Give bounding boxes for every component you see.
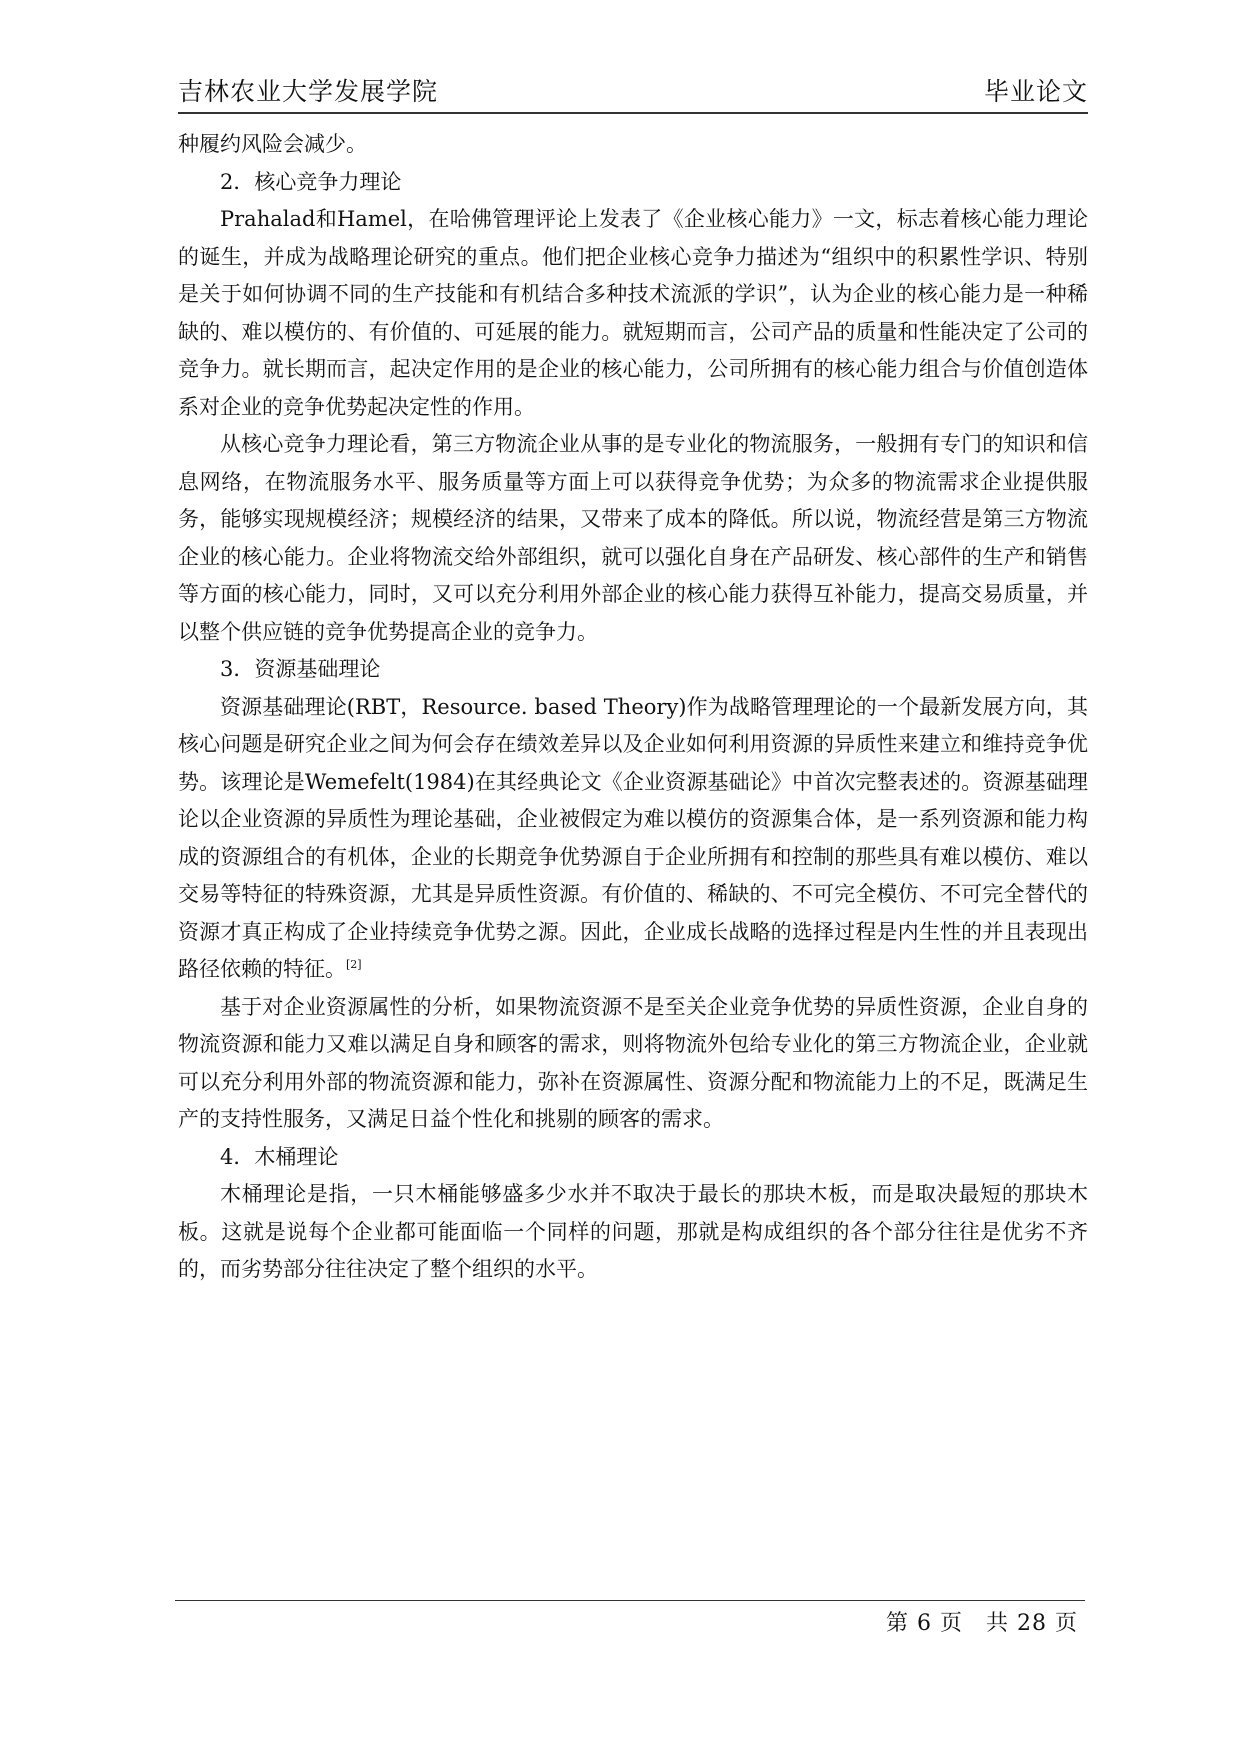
school-name: 吉林农业大学发展学院	[178, 77, 439, 106]
page-number: 第 6 页 共 28 页	[886, 1611, 1078, 1636]
paragraph-3: 从核心竞争力理论看，第三方物流企业从事的是专业化的物流服务，一般拥有专门的知识和信息网络，在物流服务水平、服务质量等方面上可以获得竞争优势；为众多的物流需求企业提供服务，能够实现规模经济；规模经济的结果，又带来了成本的降低。所以说，物流经营是第三方物流企业的核心能力。企业将物流交给外部组织，就可以强化自身在产品研发、核心部件的生产和销售等方面的核心能力，同时，又可以充分利用外部企业的核心能力获得互补能力，提高交易质量，并以整个供应链的竞争优势提高企业的竞争力。	[178, 432, 1088, 644]
paragraph-1: 种履约风险会减少。	[178, 132, 367, 156]
paragraph-6: 木桶理论是指，一只木桶能够盛多少水并不取决于最长的那块木板，而是取决最短的那块木板。这就是说每个企业都可能面临一个同样的问题，那就是构成组织的各个部分往往是优劣不齐的，而劣势部分往往决定了整个组织的水平。	[178, 1182, 1088, 1281]
citation-ref: [2]	[346, 958, 362, 971]
footer-divider	[175, 1600, 1085, 1601]
paragraph-2: Prahalad和Hamel，在哈佛管理评论上发表了《企业核心能力》一文，标志着核心能力理论的诞生，并成为战略理论研究的重点。他们把企业核心竞争力描述为“组织中的积累性学识、特别是关于如何协调不同的生产技能和有机结合多种技术流派的学识”，认为企业的核心能力是一种稀缺的、难以模仿的、有价值的、可延展的能力。就短期而言，公司产品的质量和性能决定了公司的竞争力。就长期而言，起决定作用的是企业的核心能力，公司所拥有的核心能力组合与价值创造体系对企业的竞争优势起决定性的作用。	[178, 207, 1088, 419]
section-heading-2: 2．核心竞争力理论	[220, 169, 402, 194]
section-heading-3: 3．资源基础理论	[220, 657, 381, 681]
paragraph-4	[178, 689, 1088, 989]
page-header	[178, 66, 1088, 114]
document-type: 毕业论文	[983, 77, 1088, 106]
section-heading-4: 4．木桶理论	[220, 1144, 339, 1169]
paragraph-4-text: 资源基础理论(RBT，Resource. based Theory)作为战略管理理论的一个最新发展方向，其核心问题是研究企业之间为何会存在绩效差异以及企业如何利用资源的异质性来建立和维持竞争优势。该理论是Wemefelt(1984)在其经典论文《企业资源基础论》中首次完整表述的。资源基础理论以企业资源的异质性为理论基础，企业被假定为难以模仿的资源集合体，是一系列资源和能力构成的资源组合的有机体，企业的长期竞争优势源自于企业所拥有和控制的那些具有难以模仿、难以交易等特征的特殊资源，尤其是异质性资源。有价值的、稀缺的、不可完全模仿、不可完全替代的资源才真正构成了企业持续竞争优势之源。因此，企业成长战略的选择过程是内生性的并且表现出路径依赖的特征。	[178, 694, 1088, 981]
body-text	[178, 126, 1088, 1289]
paragraph-5: 基于对企业资源属性的分析，如果物流资源不是至关企业竞争优势的异质性资源，企业自身的物流资源和能力又难以满足自身和顾客的需求，则将物流外包给专业化的第三方物流企业，企业就可以充分利用外部的物流资源和能力，弥补在资源属性、资源分配和物流能力上的不足，既满足生产的支持性服务，又满足日益个性化和挑剔的顾客的需求。	[178, 994, 1088, 1131]
